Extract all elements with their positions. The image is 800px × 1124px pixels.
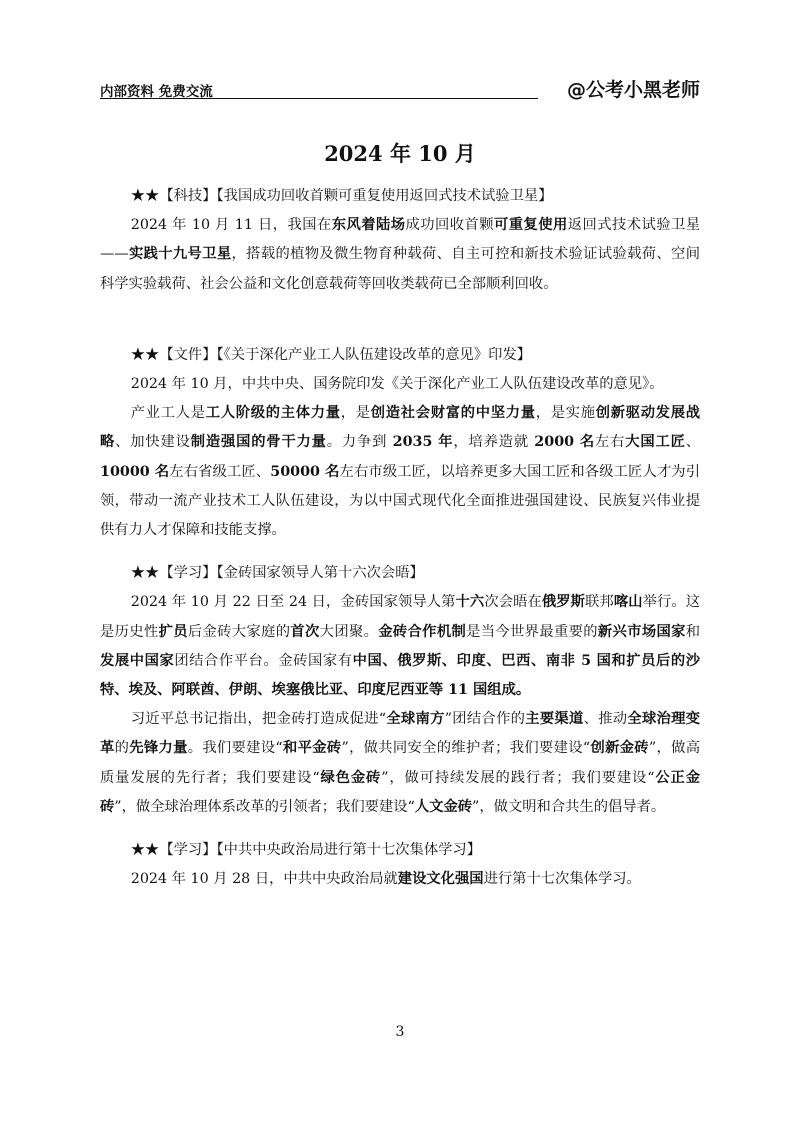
body-text: 2024 年 10 月，中共中央、国务院印发《关于深化产业工人队伍建设改革的意见》。	[130, 376, 664, 393]
body-text: 联邦	[585, 594, 614, 611]
section-heading: ★★【学习】【金砖国家领导人第十六次会晤】	[130, 565, 424, 582]
emphasis-text: 2000 名	[534, 434, 596, 451]
emphasis-text: 俄罗斯	[541, 594, 586, 611]
emphasis-text: 全球治理变革	[100, 711, 701, 757]
body-text: 团结合作平台。金砖国家有	[174, 652, 353, 669]
body-text: 2024 年 10 月 28 日，中共中央政治局就	[130, 871, 398, 888]
emphasis-text: 创造社会财富的中坚力量	[370, 405, 536, 422]
paragraph	[100, 865, 700, 894]
body-text: 的	[114, 740, 130, 757]
emphasis-text: 全球南方	[386, 711, 445, 728]
news-section	[100, 559, 700, 822]
body-text: 、	[685, 434, 701, 451]
body-text: 产业工人是	[130, 405, 206, 422]
body-text: ”，做全球治理体系改革的引领者；我们要建设“	[114, 798, 415, 815]
emphasis-text: 东风着陆场	[331, 217, 406, 234]
emphasis-text: 创新金砖	[590, 740, 649, 757]
body-text: 后金砖大家庭的	[187, 623, 291, 640]
author-watermark: @公考小黑老师	[566, 79, 700, 101]
body-text: 左右	[595, 434, 626, 451]
emphasis-text: 人文金砖	[414, 798, 473, 815]
paragraph	[100, 211, 700, 299]
emphasis-text: 大国工匠	[625, 434, 686, 451]
emphasis-text: 公正金砖	[100, 769, 701, 815]
paragraph	[100, 705, 700, 822]
body-text: 返回式技术试验卫星——	[100, 217, 701, 263]
emphasis-text: 可重复使用	[493, 217, 568, 234]
body-text: ”，做可持续发展的践行者；我们要建设“	[381, 769, 655, 786]
section-spacer	[100, 545, 700, 559]
news-section	[100, 836, 700, 894]
emphasis-text: 喀山	[613, 594, 643, 611]
emphasis-text: 工人阶级的主体力量	[205, 405, 341, 422]
body-text: 次会晤在	[484, 594, 542, 611]
news-section	[100, 182, 700, 299]
section-heading: ★★【学习】【中共中央政治局进行第十七次集体学习】	[130, 842, 482, 859]
body-text: ”团结合作的	[444, 711, 526, 728]
section-heading: ★★【科技】【我国成功回收首颗可重复使用返回式技术试验卫星】	[130, 188, 553, 204]
page-header	[100, 78, 700, 104]
page-title: 2024 年 10 月	[324, 141, 476, 166]
emphasis-text: 创新驱动发展战略	[100, 405, 701, 451]
body-text: 、加快建设	[115, 434, 191, 451]
body-text: 举行。这是历史性	[100, 594, 701, 640]
body-text: ，搭载的植物及微生物育种载荷、自主可控和新技术验证试验载荷、空间科学实验载荷、社会公益和文化创意载荷等回收类载荷已全部顺利回收。	[100, 246, 701, 292]
body-text: 。我们要建设“	[187, 740, 283, 757]
body-text: ”，做高质量发展的先行者；我们要建设“	[100, 740, 701, 786]
body-text: 成功回收首颗	[405, 217, 494, 234]
header-label: 内部资料 免费交流	[100, 84, 213, 100]
body-text: 和	[685, 623, 701, 640]
body-text: 、推动	[583, 711, 628, 728]
body-text: 2024 年 10 月 11 日，我国在	[130, 217, 332, 234]
emphasis-text: 制造强国的骨干力量	[190, 434, 327, 451]
body-text: ”，做文明和合共生的倡导者。	[472, 798, 666, 815]
body-text: 左右市级工匠，以培养更多大国工匠和各级工匠人才为引领，带动一流产业技术工人队伍建设，为以中国式现代化全面推进强国建设、民族复兴伟业提供有力人才保障和技能支撑。	[100, 463, 701, 539]
document-body	[100, 182, 700, 894]
emphasis-text: 实践十九号卫星	[128, 246, 232, 263]
emphasis-text: 10000 名	[100, 463, 170, 480]
body-text: ，是实施	[535, 405, 596, 422]
section-spacer	[100, 299, 700, 341]
header-rule	[100, 98, 538, 99]
paragraph	[100, 399, 700, 545]
body-text: ，培养造就	[453, 434, 535, 451]
emphasis-text: 和平金砖	[282, 740, 342, 757]
emphasis-text: 十六	[455, 594, 485, 611]
emphasis-text: 建设文化强国	[397, 871, 484, 888]
section-heading: ★★【文件】【《关于深化产业工人队伍建设改革的意见》印发】	[130, 346, 532, 363]
emphasis-text: 绿色金砖	[319, 769, 382, 786]
emphasis-text: 50000 名	[270, 463, 340, 480]
emphasis-text: 发展中国家	[100, 652, 175, 669]
emphasis-text: 新兴市场国家	[597, 623, 686, 640]
emphasis-text: 2035 年	[392, 434, 454, 451]
body-text: 大团聚。	[319, 623, 379, 640]
page-number: 3	[395, 1024, 405, 1040]
emphasis-text: 先锋力量	[129, 740, 188, 757]
paragraph	[100, 588, 700, 705]
paragraph	[100, 370, 700, 399]
body-text: ，是	[340, 405, 371, 422]
emphasis-text: 首次	[290, 623, 320, 640]
news-section	[100, 341, 700, 545]
emphasis-text: 中国、俄罗斯、印度、巴西、南非 5 国和扩员后的沙特、埃及、阿联酋、伊朗、埃塞俄比亚、印度尼西亚等 11 国组成。	[100, 652, 701, 699]
emphasis-text: 扩员	[158, 623, 188, 640]
body-text: 2024 年 10 月 22 日至 24 日，金砖国家领导人第	[130, 594, 456, 611]
body-text: ”，做共同安全的维护者；我们要建设“	[341, 740, 591, 757]
section-spacer	[100, 822, 700, 836]
emphasis-text: 金砖合作机制	[378, 623, 467, 640]
body-text: 左右省级工匠、	[169, 463, 271, 480]
body-text: 是当今世界最重要的	[466, 623, 598, 640]
body-text: 。力争到	[326, 434, 393, 451]
body-text: 进行第十七次集体学习。	[483, 871, 641, 888]
body-text: 习近平总书记指出，把金砖打造成促进“	[130, 711, 387, 728]
emphasis-text: 主要渠道	[525, 711, 584, 728]
